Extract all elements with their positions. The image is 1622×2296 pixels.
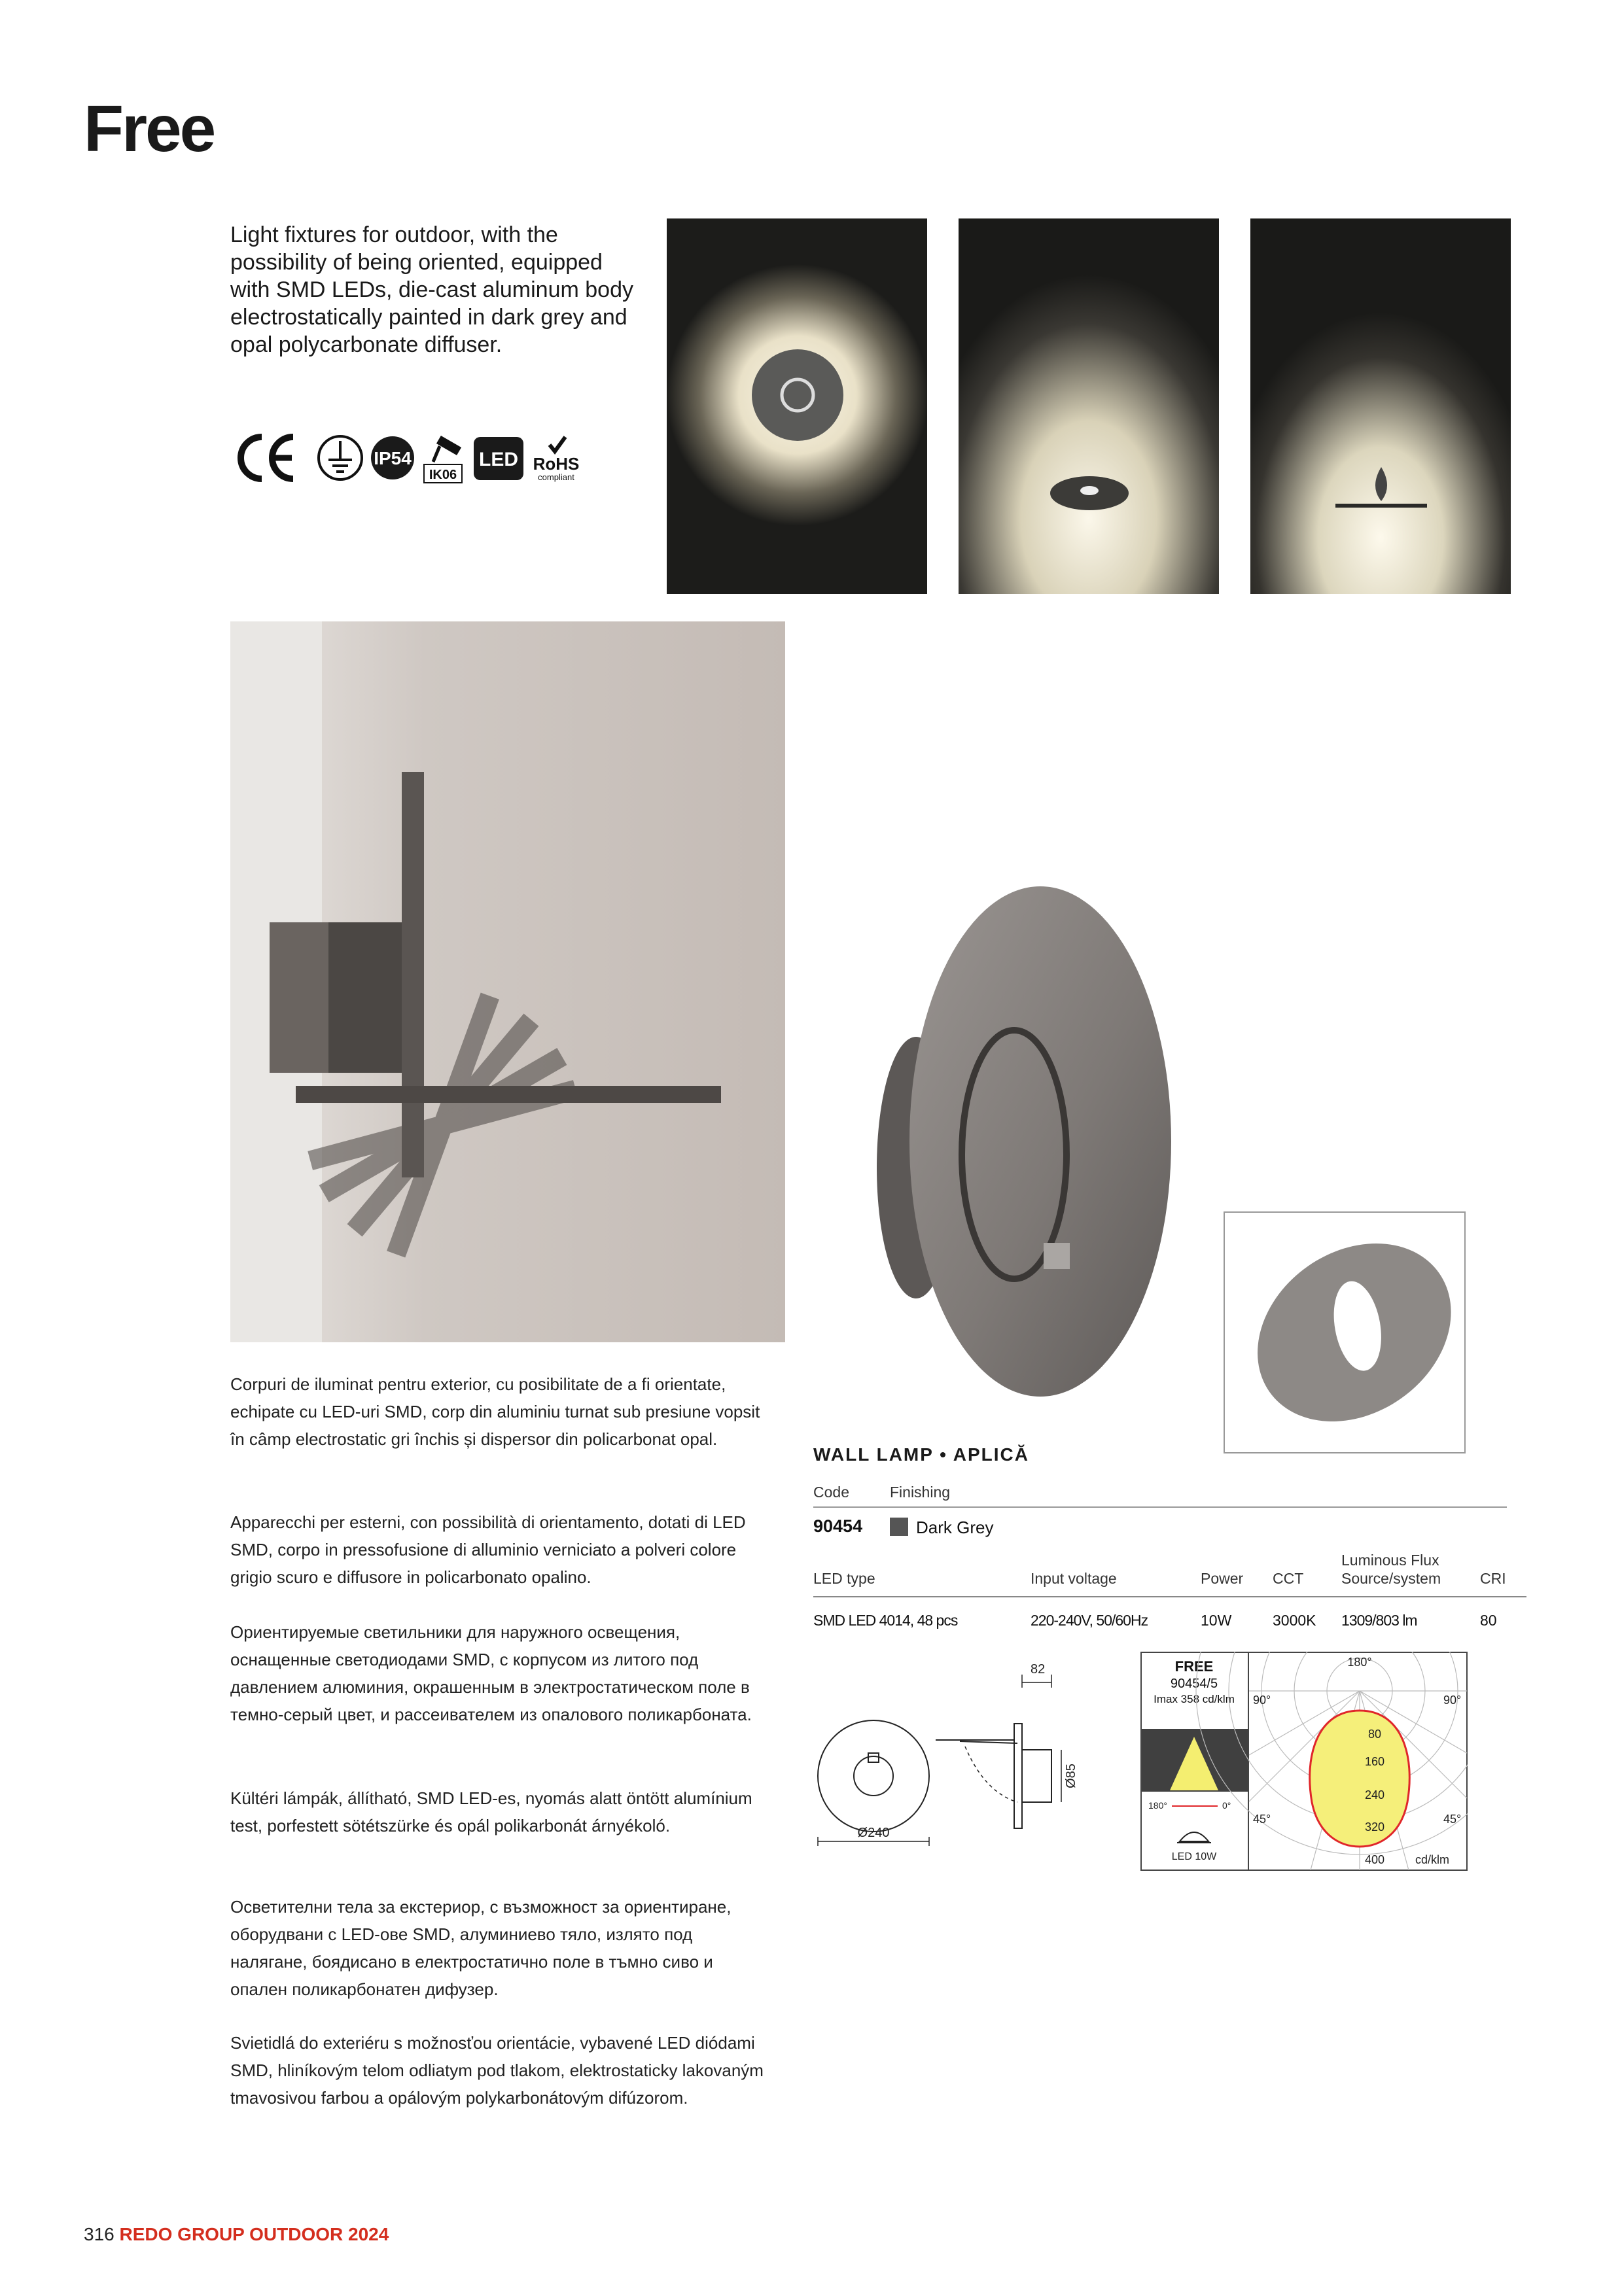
footer [84, 2224, 389, 2245]
ring-240: 240 [1364, 1788, 1385, 1801]
description-russian: Ориентируемые светильники для наружного освещения, оснащенные светодиодами SMD, с корпусом из литого под давлением алюминия, окрашенным в электростатическом поле в темно-серый цвет, и рассеивателем из опалового поликарбоната. [230, 1622, 752, 1724]
photo-front-glow [667, 218, 927, 594]
earth-ground-icon [319, 436, 362, 479]
photo-product-angled [851, 880, 1178, 1403]
right-90: 90° [1443, 1694, 1462, 1707]
intro-english: Light fixtures for outdoor, with the possibility of being oriented, equipped with SMD LEDs, die-cast aluminum body electrostatically painted in dark grey and opal polycarbonate diffuser. [230, 222, 634, 357]
ce-label: CE [230, 425, 232, 426]
code-label: Code [813, 1484, 849, 1501]
finishing-value: Dark Grey [916, 1518, 994, 1537]
header-cri: CRI [1480, 1570, 1506, 1587]
cell-led-type: SMD LED 4014, 48 pcs [813, 1612, 958, 1629]
ik-rating-icon [424, 436, 462, 483]
header-cct: CCT [1273, 1570, 1304, 1587]
header-power: Power [1201, 1570, 1244, 1587]
ring-160: 160 [1364, 1755, 1385, 1768]
left-90: 90° [1253, 1694, 1271, 1707]
ik-label: IK06 [429, 468, 457, 482]
angle-180: 180° [1148, 1800, 1167, 1811]
page-title: Free [84, 92, 215, 165]
description-bulgarian: Осветителни тела за екстериор, с възможност за ориентиране, оборудвани с LED-ове SMD, алуминиево тяло, излято под налягане, боядисано в електростатично поле в тъмно сиво и опален поликарбонатен дифузер. [230, 1897, 732, 1999]
led-watt-label: LED 10W [1171, 1851, 1217, 1862]
left-45: 45° [1253, 1813, 1271, 1826]
photo-side-glow [959, 218, 1219, 594]
finish-swatch [890, 1518, 908, 1536]
dim-height: Ø85 [1064, 1764, 1078, 1788]
photo-edge-glow [1250, 218, 1511, 594]
angle-0: 0° [1222, 1800, 1231, 1811]
led-label: LED [479, 449, 518, 470]
cell-input-voltage: 220-240V, 50/60Hz [1031, 1612, 1148, 1629]
right-45: 45° [1443, 1813, 1462, 1826]
unit-label: cd/klm [1415, 1853, 1450, 1866]
technical-drawing [808, 1661, 1102, 1858]
header-input-voltage: Input voltage [1031, 1570, 1117, 1587]
certification-icons [230, 425, 610, 491]
cell-power: 10W [1201, 1612, 1232, 1629]
ip-rating-icon [371, 436, 414, 479]
rohs-sub: compliant [538, 472, 574, 482]
product-code: 90454 [813, 1516, 863, 1536]
photo-imax: Imax 358 cd/klm [1154, 1693, 1235, 1705]
cell-flux: 1309/803 lm [1341, 1612, 1417, 1629]
page-number: 316 [84, 2224, 115, 2244]
description-romanian: Corpuri de iluminat pentru exterior, cu posibilitate de a fi orientate, echipate cu LED-uri SMD, corp din aluminiu turnat sub presiune vopsit în câmp electrostatic gri închis și dispersor din policarbonat opal. [230, 1374, 760, 1449]
product-type-title: WALL LAMP • APLICĂ [813, 1444, 1029, 1465]
cell-cct: 3000K [1273, 1612, 1316, 1629]
description-slovak: Svietidlá do exteriéru s možnosťou orientácie, vybavené LED diódami SMD, hliníkovým telom odliatym pod tlakom, elektrostaticky lakovaným tmavosivou farbou a opálovým polykarbonátovým difúzorom. [230, 2033, 764, 2108]
header-flux-line2: Source/system [1341, 1570, 1441, 1587]
table-rule-top [813, 1506, 1507, 1508]
table-rule-header [813, 1596, 1526, 1597]
finishing-label: Finishing [890, 1484, 951, 1501]
dim-width: 82 [1031, 1662, 1046, 1677]
photometric-panel [1140, 1652, 1468, 1871]
description-italian: Apparecchi per esterni, con possibilità di orientamento, dotati di LED SMD, corpo in pressofusione di alluminio verniciato a polveri colore grigio scuro e diffusore in policarbonato opalino. [230, 1512, 746, 1587]
rohs-icon [533, 437, 580, 482]
ring-320: 320 [1364, 1820, 1385, 1834]
header-led-type: LED type [813, 1570, 875, 1587]
dim-diameter: Ø240 [857, 1826, 890, 1840]
ip-label: IP54 [374, 448, 412, 468]
header-flux-line1: Luminous Flux [1341, 1552, 1439, 1569]
brand-footer: REDO GROUP OUTDOOR 2024 [119, 2224, 389, 2244]
ring-400: 400 [1364, 1853, 1385, 1866]
ring-80: 80 [1367, 1728, 1382, 1741]
rohs-label: RoHS [533, 454, 580, 474]
cell-cri: 80 [1480, 1612, 1497, 1629]
led-icon [474, 437, 523, 480]
photo-code: 90454/5 [1170, 1677, 1218, 1691]
photo-rotation-demo [230, 621, 785, 1342]
ce-mark-icon [230, 425, 293, 479]
top-angle: 180° [1347, 1656, 1372, 1669]
photo-name: FREE [1174, 1658, 1214, 1675]
photo-product-thumbnail [1224, 1211, 1466, 1453]
description-hungarian: Kültéri lámpák, állítható, SMD LED-es, nyomás alatt öntött alumínium test, porfestett sötétszürke és opál polikarbonát árnyékoló. [230, 1788, 752, 1835]
